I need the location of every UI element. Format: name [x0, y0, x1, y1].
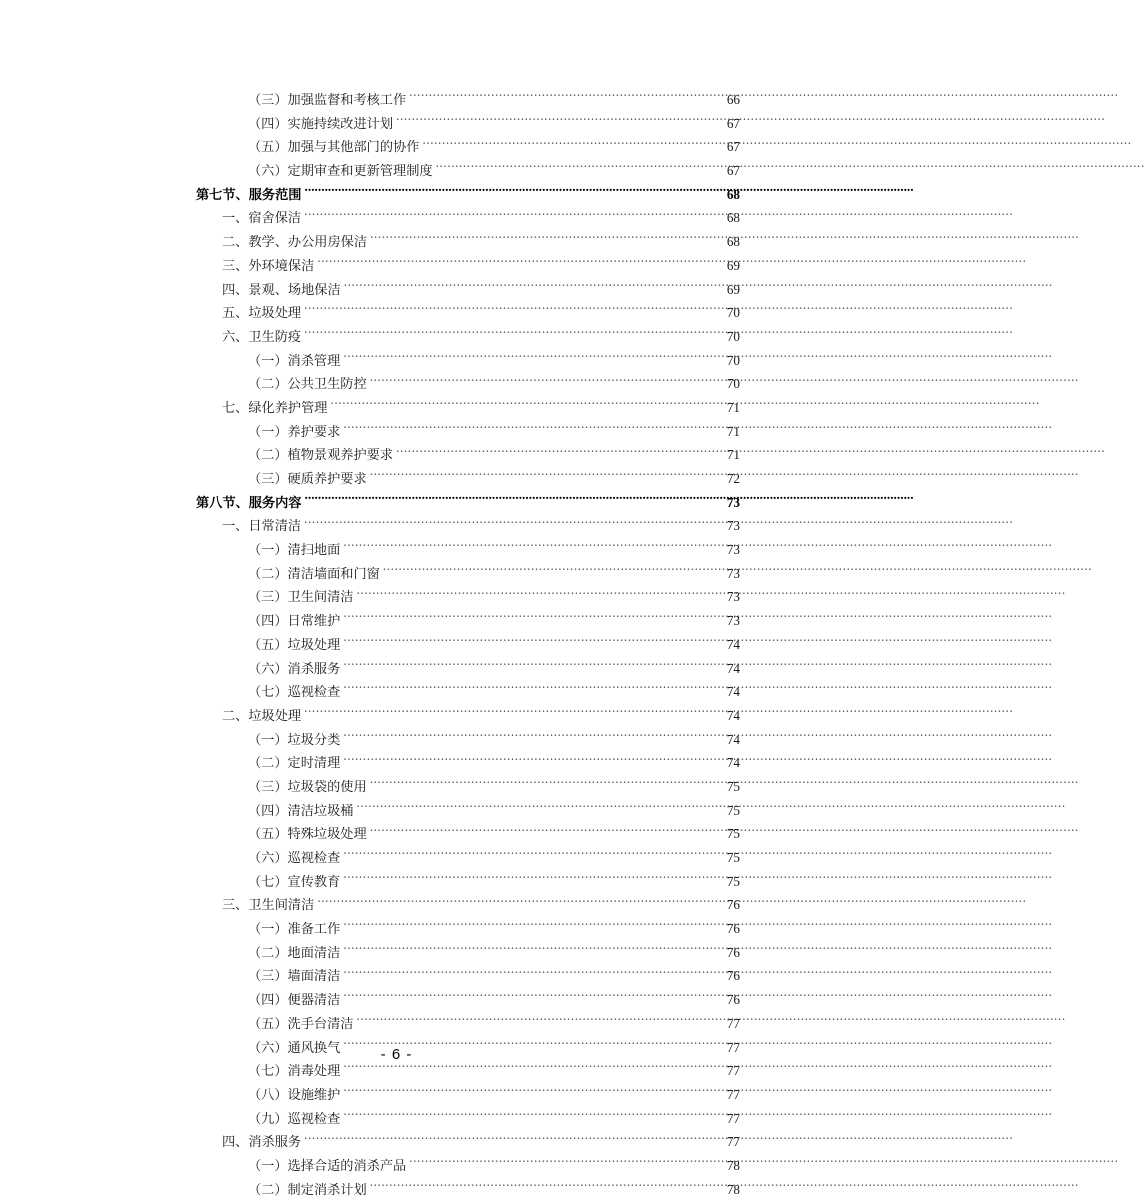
- toc-entry-page-number: 74: [726, 731, 740, 747]
- toc-entry-label: （六）巡视检查: [248, 850, 341, 865]
- toc-entry-page-number: 70: [726, 305, 740, 321]
- toc-entry-label: （一）准备工作: [248, 921, 341, 937]
- toc-leader-dots: [409, 1157, 721, 1170]
- toc-entry-label: （五）特殊垃圾处理: [248, 826, 367, 842]
- toc-entry-page-number: 66: [726, 92, 740, 107]
- toc-leader-dots: [344, 280, 721, 293]
- toc-entry-page-number: 77: [726, 1110, 740, 1126]
- toc-leader-dots: [343, 659, 721, 672]
- toc-entry-label: （六）通风换气: [248, 1039, 341, 1055]
- toc-entry-label: （二）植物景观养护要求: [248, 447, 394, 463]
- toc-entry-page-number: 73: [726, 518, 740, 534]
- toc-leader-dots: [343, 754, 721, 767]
- toc-leader-dots: [304, 209, 721, 222]
- toc-leader-dots: [396, 115, 721, 128]
- toc-entry-page-number: 71: [726, 423, 740, 439]
- toc-leader-dots: [357, 1015, 722, 1028]
- toc-entry-label: 第七节、服务范围: [196, 186, 302, 202]
- toc-leader-dots: [409, 91, 721, 104]
- toc-leader-dots: [396, 446, 721, 459]
- toc-leader-dots: [422, 138, 721, 151]
- toc-entry-page-number: 73: [726, 589, 740, 605]
- toc-entry-page-number: 75: [726, 873, 740, 889]
- toc-leader-dots: [343, 730, 721, 743]
- toc-leader-dots: [343, 612, 721, 625]
- toc-entry-page-number: 76: [726, 968, 740, 984]
- toc-entry-label: （三）硬质养护要求: [248, 471, 367, 486]
- toc-entry-label: （四）清洁垃圾桶: [248, 802, 354, 818]
- toc-entry-page-number: 68: [726, 210, 740, 226]
- toc-entry-page-number: 71: [726, 447, 740, 463]
- toc-entry-label: （六）定期审查和更新管理制度: [248, 163, 433, 179]
- toc-entry-page-number: 75: [726, 826, 740, 842]
- toc-entry-label: （三）加强监督和考核工作: [248, 92, 407, 107]
- toc-leader-dots: [370, 1180, 721, 1193]
- toc-entry-label: （一）消杀管理: [248, 352, 341, 368]
- toc-entry-label: （一）垃圾分类: [248, 731, 341, 747]
- toc-entry-label: （二）地面清洁: [248, 944, 341, 960]
- toc-entry-label: 五、垃圾处理: [222, 305, 302, 321]
- toc-entry-label: （四）日常维护: [248, 613, 341, 629]
- toc-entry-page-number: 72: [726, 471, 740, 486]
- toc-entry-page-number: 76: [726, 992, 740, 1008]
- toc-entry-label: 三、卫生间清洁: [222, 897, 315, 913]
- toc-entry-page-number: 70: [726, 328, 740, 344]
- toc-entry-label: 四、消杀服务: [222, 1134, 302, 1150]
- toc-entry-label: 第八节、服务内容: [196, 494, 302, 510]
- toc-entry-page-number: 76: [726, 921, 740, 937]
- toc-entry-label: （七）宣传教育: [248, 873, 341, 889]
- toc-leader-dots: [304, 707, 721, 720]
- table-of-contents: [0, 88, 793, 1201]
- toc-entry-page-number: 69: [726, 257, 740, 273]
- toc-leader-dots: [370, 375, 721, 388]
- toc-leader-dots: [343, 944, 721, 957]
- toc-leader-dots: [343, 967, 721, 980]
- toc-leader-dots: [305, 186, 722, 199]
- toc-leader-dots: [343, 920, 721, 933]
- toc-leader-dots: [343, 1109, 721, 1122]
- toc-entry-page-number: 68: [726, 234, 740, 250]
- toc-leader-dots: [304, 1133, 721, 1146]
- toc-leader-dots: [343, 422, 721, 435]
- toc-entry-label: （五）洗手台清洁: [248, 1015, 354, 1031]
- toc-entry-page-number: 75: [726, 802, 740, 818]
- toc-entry-label: （三）卫生间清洁: [248, 589, 354, 605]
- toc-entry-page-number: 73: [726, 613, 740, 629]
- toc-entry-page-number: 77: [726, 1086, 740, 1102]
- toc-entry-page-number: 75: [726, 778, 740, 794]
- toc-entry-page-number: 70: [726, 352, 740, 368]
- toc-entry-page-number: 75: [726, 850, 740, 865]
- toc-entry[interactable]: [0, 1178, 793, 1201]
- toc-leader-dots: [343, 351, 721, 364]
- toc-entry-page-number: 73: [726, 542, 740, 558]
- toc-entry-label: （六）消杀服务: [248, 660, 341, 676]
- toc-entry-page-number: 74: [726, 636, 740, 652]
- toc-entry-page-number: 74: [726, 707, 740, 723]
- toc-leader-dots: [317, 257, 721, 270]
- toc-leader-dots: [317, 896, 721, 909]
- toc-leader-dots: [370, 778, 721, 791]
- toc-entry-page-number: 71: [726, 399, 740, 415]
- toc-entry-page-number: 78: [726, 1181, 740, 1197]
- toc-entry-label: （八）设施维护: [248, 1086, 341, 1102]
- toc-entry-page-number: 67: [726, 163, 740, 179]
- toc-entry-label: 四、景观、场地保洁: [222, 281, 341, 297]
- toc-entry-label: 六、卫生防疫: [222, 328, 302, 344]
- toc-entry-label: 二、垃圾处理: [222, 707, 302, 723]
- toc-entry-label: （一）养护要求: [248, 423, 341, 439]
- toc-entry-page-number: 77: [726, 1015, 740, 1031]
- toc-entry-label: （七）消毒处理: [248, 1063, 341, 1079]
- toc-entry-label: （二）清洁墙面和门窗: [248, 565, 380, 581]
- toc-entry-page-number: 76: [726, 897, 740, 913]
- toc-entry-page-number: 68: [726, 186, 740, 202]
- toc-entry-page-number: 67: [726, 115, 740, 131]
- toc-entry-label: （五）加强与其他部门的协作: [248, 139, 420, 155]
- toc-entry-label: 一、宿舍保洁: [222, 210, 302, 226]
- toc-entry-page-number: 76: [726, 944, 740, 960]
- toc-entry-page-number: 78: [726, 1157, 740, 1173]
- toc-entry-page-number: 74: [726, 684, 740, 700]
- toc-entry-label: （二）公共卫生防控: [248, 376, 367, 392]
- toc-leader-dots: [343, 873, 721, 886]
- toc-entry-label: 一、日常清洁: [222, 518, 302, 534]
- toc-leader-dots: [436, 162, 721, 175]
- toc-entry-page-number: 70: [726, 376, 740, 392]
- toc-entry-label: 七、绿化养护管理: [222, 399, 328, 415]
- toc-entry-label: （九）巡视检查: [248, 1110, 341, 1126]
- toc-leader-dots: [343, 636, 721, 649]
- toc-leader-dots: [343, 1062, 721, 1075]
- toc-leader-dots: [304, 517, 721, 530]
- toc-leader-dots: [357, 588, 722, 601]
- toc-leader-dots: [305, 494, 722, 507]
- toc-leader-dots: [370, 233, 721, 246]
- toc-entry-label: （四）实施持续改进计划: [248, 115, 394, 131]
- toc-leader-dots: [331, 399, 722, 412]
- toc-entry-label: 二、教学、办公用房保洁: [222, 234, 368, 250]
- toc-entry-label: （一）清扫地面: [248, 542, 341, 558]
- page-number-footer: - 6 -: [380, 1046, 413, 1063]
- toc-leader-dots: [357, 801, 722, 814]
- toc-leader-dots: [383, 565, 721, 578]
- toc-leader-dots: [370, 470, 721, 483]
- toc-entry-page-number: 74: [726, 660, 740, 676]
- toc-entry-label: （七）巡视检查: [248, 684, 341, 700]
- toc-leader-dots: [343, 683, 721, 696]
- toc-entry-page-number: 69: [726, 281, 740, 297]
- toc-leader-dots: [343, 849, 721, 862]
- toc-entry-page-number: 77: [726, 1134, 740, 1150]
- toc-leader-dots: [343, 541, 721, 554]
- toc-leader-dots: [304, 304, 721, 317]
- toc-entry-page-number: 77: [726, 1063, 740, 1079]
- toc-entry-label: （四）便器清洁: [248, 992, 341, 1008]
- toc-entry-page-number: 74: [726, 755, 740, 771]
- toc-entry-label: 三、外环境保洁: [222, 257, 315, 273]
- toc-leader-dots: [343, 1086, 721, 1099]
- toc-entry-label: （五）垃圾处理: [248, 636, 341, 652]
- toc-entry-label: （二）制定消杀计划: [248, 1181, 367, 1197]
- toc-entry-page-number: 73: [726, 494, 740, 510]
- toc-entry-page-number: 73: [726, 565, 740, 581]
- toc-entry-page-number: 67: [726, 139, 740, 155]
- toc-entry-label: （三）垃圾袋的使用: [248, 778, 367, 794]
- toc-entry-label: （二）定时清理: [248, 755, 341, 771]
- toc-leader-dots: [370, 825, 721, 838]
- toc-entry-label: （一）选择合适的消杀产品: [248, 1157, 407, 1173]
- toc-leader-dots: [343, 991, 721, 1004]
- toc-entry-label: （三）墙面清洁: [248, 968, 341, 984]
- toc-entry-page-number: 77: [726, 1039, 740, 1055]
- toc-leader-dots: [304, 328, 721, 341]
